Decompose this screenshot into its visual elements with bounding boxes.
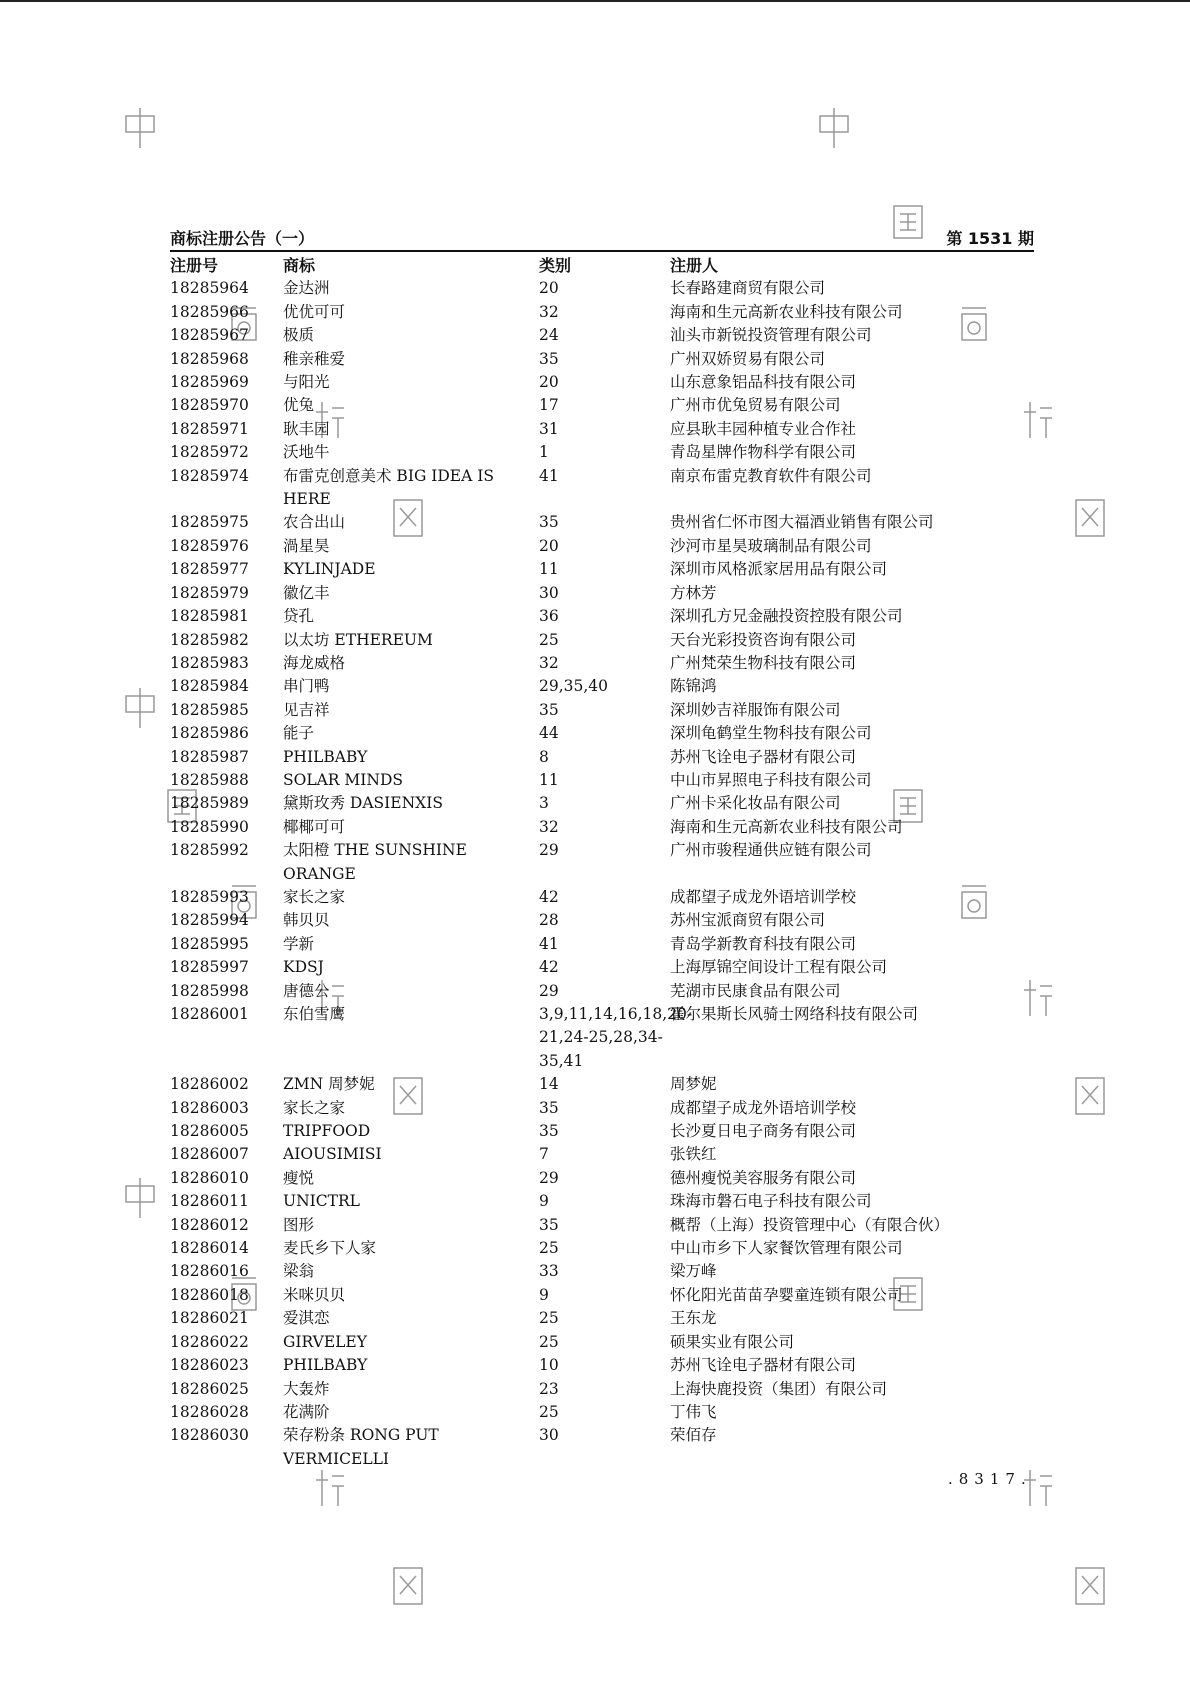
trademark-table [170,254,1034,1471]
issue-number: 第 1531 期 [946,229,1034,248]
class-cell: 3 [539,794,549,813]
watermark-zhong-icon [122,106,158,150]
class-cell: 42 [539,958,559,977]
watermark-biao-icon [312,1466,348,1510]
registration-no-cell: 18285986 [170,724,249,743]
trademark-cell: 大轰炸 [283,1379,330,1398]
table-row [170,1378,1034,1401]
class-cell: 31 [539,419,559,438]
table-row [170,746,1034,769]
table-row [170,535,1034,558]
trademark-cell: 串门鸭 [283,677,330,696]
registrant-cell: 成都望子成龙外语培训学校 [670,1098,857,1117]
trademark-cell: 梁翁 [283,1262,315,1281]
registrant-cell: 概帮（上海）投资管理中心（有限合伙） [670,1215,950,1234]
registrant-cell: 青岛学新教育科技有限公司 [670,934,857,953]
registration-no-cell: 18286021 [170,1309,249,1328]
registrant-cell: 硕果实业有限公司 [670,1332,795,1351]
class-cell: 28 [539,911,559,930]
trademark-cell: PHILBABY [283,747,368,766]
registrant-cell: 广州双娇贸易有限公司 [670,349,826,368]
registration-no-cell: 18285995 [170,934,249,953]
trademark-cell: 唐德公 [283,981,330,1000]
table-row [170,886,1034,909]
registration-no-cell: 18285967 [170,326,249,345]
table-row [170,816,1034,839]
registrant-cell: 苏州飞诠电子器材有限公司 [670,1356,857,1375]
class-cell: 20 [539,536,559,555]
trademark-cell: 椰椰可可 [283,817,346,836]
class-cell: 17 [539,396,559,415]
table-row [170,1167,1034,1190]
class-cell: 20 [539,373,559,392]
registrant-cell: 海南和生元高新农业科技有限公司 [670,817,903,836]
trademark-cell: AIOUSIMISI [283,1145,382,1164]
registrant-cell: 深圳市风格派家居用品有限公司 [670,560,888,579]
registration-no-cell: 18286018 [170,1285,249,1304]
table-row [170,418,1034,441]
registration-no-cell: 18285969 [170,373,249,392]
registrant-cell: 天台光彩投资咨询有限公司 [670,630,857,649]
registrant-cell: 中山市昇照电子科技有限公司 [670,770,872,789]
class-cell: 10 [539,1356,559,1375]
trademark-cell: KYLINJADE [283,560,376,579]
trademark-cell: 优优可可 [283,302,346,321]
table-row [170,769,1034,792]
registration-no-cell: 18285977 [170,560,249,579]
registrant-cell: 长沙夏日电子商务有限公司 [670,1122,857,1141]
table-row [170,1424,1034,1471]
watermark-zhong-icon [816,106,852,150]
trademark-cell: 麦氏乡下人家 [283,1239,377,1258]
registration-no-cell: 18285974 [170,466,249,485]
class-cell: 35 [539,349,559,368]
registrant-cell: 珠海市磐石电子科技有限公司 [670,1192,872,1211]
table-row [170,1003,1034,1073]
trademark-cell: 荣存粉条 RONG PUT VERMICELLI [283,1426,439,1468]
class-cell: 8 [539,747,549,766]
class-cell: 14 [539,1075,559,1094]
table-row [170,675,1034,698]
trademark-cell: 黛斯玫秀 DASIENXIS [283,794,443,813]
trademark-cell: 贷孔 [283,607,315,626]
table-row [170,1331,1034,1354]
registrant-cell: 汕头市新锐投资管理有限公司 [670,326,872,345]
class-cell: 41 [539,466,559,485]
class-cell: 36 [539,607,559,626]
trademark-cell: 沃地牛 [283,443,330,462]
registration-no-cell: 18285998 [170,981,249,1000]
class-cell: 20 [539,279,559,298]
registrant-cell: 广州市优兔贸易有限公司 [670,396,841,415]
class-cell: 25 [539,1332,559,1351]
registration-no-cell: 18285984 [170,677,249,696]
table-row [170,1143,1034,1166]
watermark-zhong-icon [122,686,158,730]
class-cell: 11 [539,770,559,789]
trademark-cell: 徽亿丰 [283,583,330,602]
table-row [170,956,1034,979]
registrant-cell: 王东龙 [670,1309,717,1328]
registration-no-cell: 18286003 [170,1098,249,1117]
registration-no-cell: 18285972 [170,443,249,462]
trademark-cell: 耿丰园 [283,419,330,438]
registrant-cell: 长春路建商贸有限公司 [670,279,826,298]
table-row [170,1260,1034,1283]
top-border-rule [0,0,1190,2]
registrant-cell: 广州卡采化妆品有限公司 [670,794,841,813]
class-cell: 1 [539,443,549,462]
table-row [170,277,1034,300]
registrant-cell: 上海快鹿投资（集团）有限公司 [670,1379,888,1398]
watermark-wang-icon [390,1564,426,1608]
registrant-cell: 德州瘦悦美容服务有限公司 [670,1168,857,1187]
registration-no-cell: 18285979 [170,583,249,602]
class-cell: 29 [539,1168,559,1187]
table-row [170,1284,1034,1307]
trademark-cell: 学新 [283,934,315,953]
trademark-cell: 极质 [283,326,315,345]
registration-no-cell: 18285971 [170,419,249,438]
registration-no-cell: 18286014 [170,1239,249,1258]
registration-no-cell: 18285994 [170,911,249,930]
registration-no-cell: 18286010 [170,1168,249,1187]
registration-no-cell: 18285990 [170,817,249,836]
registration-no-cell: 18285997 [170,958,249,977]
trademark-cell: 渦星昊 [283,536,330,555]
table-row [170,933,1034,956]
registration-no-cell: 18286012 [170,1215,249,1234]
trademark-cell: SOLAR MINDS [283,770,404,789]
table-row [170,1354,1034,1377]
header-rule [170,250,1034,252]
registration-no-cell: 18286011 [170,1192,249,1211]
class-cell: 29 [539,841,559,860]
registrant-cell: 张铁红 [670,1145,717,1164]
class-cell: 25 [539,1239,559,1258]
trademark-cell: GIRVELEY [283,1332,367,1351]
class-cell: 32 [539,653,559,672]
table-row [170,301,1034,324]
class-cell: 29 [539,981,559,1000]
registrant-cell: 苏州飞诠电子器材有限公司 [670,747,857,766]
registration-no-cell: 18285968 [170,349,249,368]
registration-no-cell: 18285976 [170,536,249,555]
table-row [170,1190,1034,1213]
table-row [170,652,1034,675]
registrant-cell: 中山市乡下人家餐饮管理有限公司 [670,1239,903,1258]
table-row [170,629,1034,652]
trademark-cell: 米咪贝贝 [283,1285,346,1304]
trademark-cell: ZMN 周梦妮 [283,1075,375,1094]
trademark-cell: 韩贝贝 [283,911,330,930]
table-row [170,1097,1034,1120]
registrant-cell: 山东意象铝品科技有限公司 [670,373,857,392]
class-cell: 29,35,40 [539,677,609,696]
registrant-cell: 青岛星牌作物科学有限公司 [670,443,857,462]
trademark-cell: 稚亲稚爱 [283,349,346,368]
registration-no-cell: 18286022 [170,1332,249,1351]
class-cell: 33 [539,1262,559,1281]
table-row [170,909,1034,932]
page-title: 商标注册公告（一） [170,229,315,248]
registrant-cell: 沙河市星昊玻璃制品有限公司 [670,536,872,555]
registration-no-cell: 18286023 [170,1356,249,1375]
class-cell: 41 [539,934,559,953]
trademark-cell: PHILBABY [283,1356,368,1375]
class-cell: 30 [539,1426,559,1445]
registration-no-cell: 18285993 [170,887,249,906]
registrant-cell: 周梦妮 [670,1075,717,1094]
registration-no-cell: 18286030 [170,1426,249,1445]
registrant-cell: 上海厚锦空间设计工程有限公司 [670,958,888,977]
class-cell: 9 [539,1192,549,1211]
class-cell: 35 [539,1122,559,1141]
registrant-cell: 芜湖市民康食品有限公司 [670,981,841,1000]
trademark-cell: 见吉祥 [283,700,330,719]
registration-no-cell: 18286001 [170,1005,249,1023]
registration-no-cell: 18285981 [170,607,249,626]
trademark-cell: 家长之家 [283,887,346,906]
table-row [170,1120,1034,1143]
class-cell: 25 [539,1402,559,1421]
trademark-cell: 瘦悦 [283,1168,315,1187]
table-row [170,1073,1034,1096]
class-cell: 25 [539,1309,559,1328]
page-number: .8317. [948,1470,1032,1488]
registrant-cell: 苏州宝派商贸有限公司 [670,911,826,930]
table-row [170,348,1034,371]
trademark-cell: 金达洲 [283,279,330,298]
trademark-cell: 家长之家 [283,1098,346,1117]
registration-no-cell: 18285983 [170,653,249,672]
table-row [170,1401,1034,1424]
registration-no-cell: 18285966 [170,302,249,321]
class-cell: 32 [539,817,559,836]
class-cell: 23 [539,1379,559,1398]
registration-no-cell: 18285964 [170,279,249,298]
page-header [170,224,1034,250]
table-row [170,582,1034,605]
trademark-cell: 布雷克创意美术 BIG IDEA IS HERE [283,466,494,509]
column-header-registration-no: 注册号 [170,256,219,275]
table-row [170,980,1034,1003]
table-header-row [170,254,1034,277]
trademark-cell: 爱淇恋 [283,1309,330,1328]
table-row [170,465,1034,512]
class-cell: 30 [539,583,559,602]
watermark-wang-icon [1072,1074,1108,1118]
table-row [170,394,1034,417]
class-cell: 3,9,11,14,16,18,20-21,24-25,28,34-35,41 [539,1005,693,1070]
table-row [170,1237,1034,1260]
registration-no-cell: 18285988 [170,770,249,789]
table-row [170,722,1034,745]
registrant-cell: 丁伟飞 [670,1402,717,1421]
table-row [170,605,1034,628]
registrant-cell: 广州梵荣生物科技有限公司 [670,653,857,672]
trademark-cell: 图形 [283,1215,315,1234]
table-row [170,558,1034,581]
table-row [170,839,1034,886]
registration-no-cell: 18285992 [170,841,249,860]
registrant-cell: 荣佰存 [670,1426,717,1445]
registrant-cell: 深圳妙吉祥服饰有限公司 [670,700,841,719]
class-cell: 44 [539,724,559,743]
registration-no-cell: 18285975 [170,513,249,532]
trademark-cell: 花满阶 [283,1402,330,1421]
trademark-cell: 太阳橙 THE SUNSHINE ORANGE [283,841,467,883]
registrant-cell: 广州市骏程通供应链有限公司 [670,841,872,860]
registration-no-cell: 18285989 [170,794,249,813]
table-row [170,371,1034,394]
registrant-cell: 南京布雷克教育软件有限公司 [670,466,872,485]
column-header-trademark: 商标 [283,256,316,275]
trademark-cell: TRIPFOOD [283,1122,371,1141]
trademark-cell: KDSJ [283,958,324,977]
table-row [170,1214,1034,1237]
trademark-cell: 与阳光 [283,373,330,392]
registration-no-cell: 18285970 [170,396,249,415]
class-cell: 35 [539,1215,559,1234]
watermark-wang-icon [1072,496,1108,540]
registration-no-cell: 18286028 [170,1402,249,1421]
registration-no-cell: 18286002 [170,1075,249,1094]
registration-no-cell: 18286007 [170,1145,249,1164]
watermark-wang-icon [1072,1564,1108,1608]
trademark-cell: 农合出山 [283,513,346,532]
registrant-cell: 方林芳 [670,583,717,602]
registration-no-cell: 18286016 [170,1262,249,1281]
class-cell: 35 [539,700,559,719]
table-body [170,277,1034,1471]
registration-no-cell: 18285987 [170,747,249,766]
registrant-cell: 应县耿丰园种植专业合作社 [670,419,857,438]
trademark-cell: 以太坊 ETHEREUM [283,630,433,649]
class-cell: 7 [539,1145,549,1164]
registration-no-cell: 18285982 [170,630,249,649]
trademark-cell: UNICTRL [283,1192,360,1211]
class-cell: 9 [539,1285,549,1304]
class-cell: 11 [539,560,559,579]
table-row [170,699,1034,722]
table-row [170,1307,1034,1330]
column-header-class: 类别 [539,256,572,275]
registrant-cell: 怀化阳光苗苗孕婴童连锁有限公司 [670,1285,903,1304]
registration-no-cell: 18285985 [170,700,249,719]
registrant-cell: 成都望子成龙外语培训学校 [670,887,857,906]
table-row [170,441,1034,464]
class-cell: 25 [539,630,559,649]
registrant-cell: 梁万峰 [670,1262,717,1281]
registration-no-cell: 18286005 [170,1122,249,1141]
class-cell: 32 [539,302,559,321]
registrant-cell: 陈锦鸿 [670,677,717,696]
registrant-cell: 贵州省仁怀市图大福酒业销售有限公司 [670,513,934,532]
table-row [170,792,1034,815]
table-row [170,511,1034,534]
watermark-zhong-icon [122,1176,158,1220]
class-cell: 35 [539,1098,559,1117]
trademark-cell: 海龙威格 [283,653,346,672]
registrant-cell: 海南和生元高新农业科技有限公司 [670,302,903,321]
registration-no-cell: 18286025 [170,1379,249,1398]
registrant-cell: 深圳孔方兄金融投资控股有限公司 [670,607,903,626]
table-row [170,324,1034,347]
column-header-registrant: 注册人 [670,256,719,275]
class-cell: 42 [539,887,559,906]
trademark-cell: 东伯雪鹰 [283,1005,346,1023]
class-cell: 24 [539,326,559,345]
trademark-cell: 优兔 [283,396,315,415]
registrant-cell: 霍尔果斯长风骑士网络科技有限公司 [670,1005,919,1023]
class-cell: 35 [539,513,559,532]
registrant-cell: 深圳龟鹤堂生物科技有限公司 [670,724,872,743]
trademark-cell: 能子 [283,724,315,743]
